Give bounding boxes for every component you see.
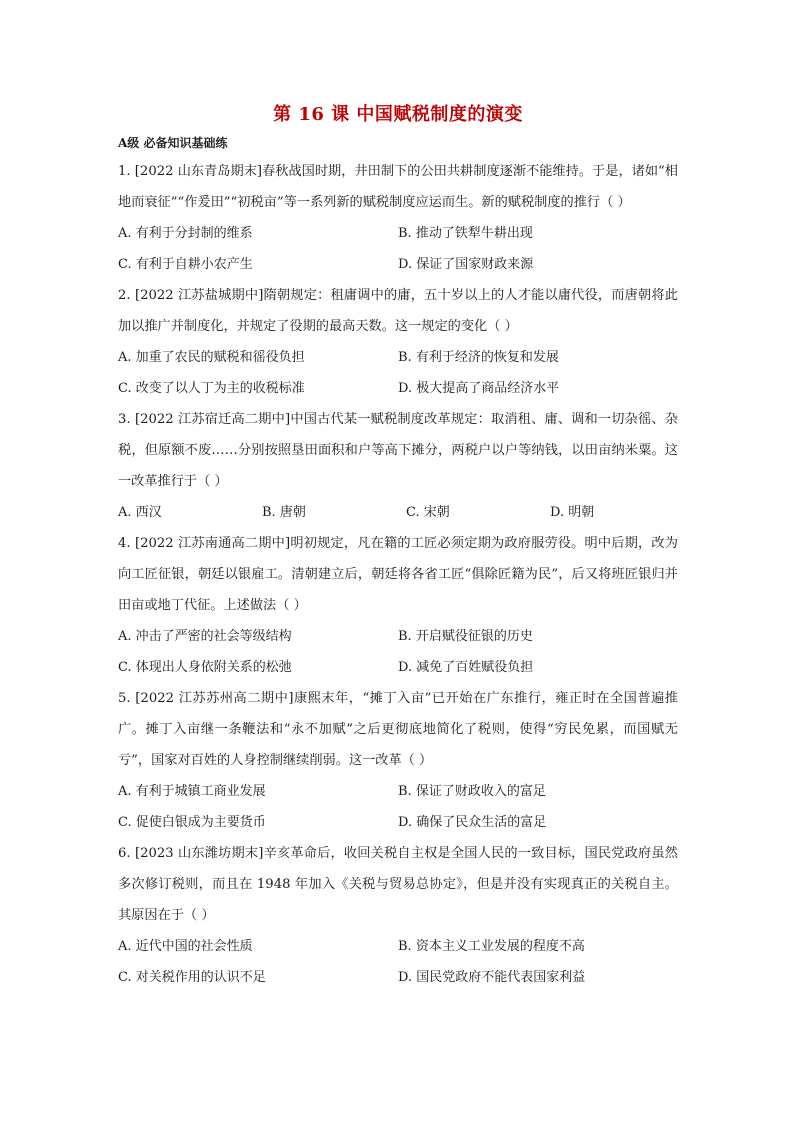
option-b: B. 唐朝 [262, 505, 306, 520]
option-d: D. 减免了百姓赋役负担 [398, 660, 534, 675]
question-1 [118, 156, 678, 280]
question-stem: 2. [2022 江苏盐城期中]隋朝规定：租庸调中的庸，五十岁以上的人才能以庸代役，而唐朝将此加以推广并制度化，并规定了役期的最高天数。这一规定的变化（ ） [118, 288, 678, 334]
option-c: C. 有利于自耕小农产生 [118, 257, 253, 272]
option-c: C. 对关税作用的认识不足 [118, 970, 266, 985]
question-5 [118, 683, 678, 838]
worksheet-page [118, 100, 678, 993]
option-b: B. 开启赋役征银的历史 [398, 629, 533, 644]
option-d: D. 极大提高了商品经济水平 [398, 381, 560, 396]
question-stem: 6. [2023 山东潍坊期末]辛亥革命后，收回关税自主权是全国人民的一致目标，国民党政府虽然多次修订税则，而且在 1948 年加入《关税与贸易总协定》，但是并没有实现真正的关税自主。其原因在于（ ） [118, 846, 678, 923]
option-c: C. 体现出人身依附关系的松弛 [118, 660, 292, 675]
answer-options [118, 342, 678, 404]
option-d: D. 国民党政府不能代表国家利益 [398, 970, 586, 985]
option-a: A. 近代中国的社会性质 [118, 939, 253, 954]
answer-options [118, 776, 678, 838]
answer-options [118, 931, 678, 993]
option-c: C. 促使白银成为主要货币 [118, 815, 266, 830]
option-b: B. 资本主义工业发展的程度不高 [398, 939, 585, 954]
question-3 [118, 404, 678, 528]
option-a: A. 冲击了严密的社会等级结构 [118, 629, 292, 644]
question-stem: 3. [2022 江苏宿迁高二期中]中国古代某一赋税制度改革规定：取消租、庸、调和一切杂徭、杂税，但原额不废……分别按照垦田面积和户等高下摊分，两税户以户等纳钱，以田亩纳米粟。这一改革推行于（ ） [118, 412, 678, 489]
question-stem: 5. [2022 江苏苏州高二期中]康熙末年，“摊丁入亩”已开始在广东推行，雍正时在全国普遍推广。摊丁入亩继一条鞭法和“永不加赋”之后更彻底地简化了税则，使得“穷民免累，而国赋无亏”，国家对百姓的人身控制继续削弱。这一改革（ ） [118, 691, 678, 768]
question-6 [118, 838, 678, 993]
option-c: C. 改变了以人丁为主的收税标准 [118, 381, 305, 396]
page-title: 第 16 课 中国赋税制度的演变 [273, 104, 523, 125]
question-4 [118, 528, 678, 683]
option-a: A. 加重了农民的赋税和徭役负担 [118, 350, 305, 365]
option-d: D. 确保了民众生活的富足 [398, 815, 547, 830]
option-d: D. 保证了国家财政来源 [398, 257, 534, 272]
answer-options [118, 497, 678, 528]
question-stem: 4. [2022 江苏南通高二期中]明初规定，凡在籍的工匠必须定期为政府服劳役。明中后期，改为向工匠征银，朝廷以银雇工。清朝建立后，朝廷将各省工匠“俱除匠籍为民”，后又将班匠银归并田亩或地丁代征。上述做法（ ） [118, 536, 678, 613]
option-c: C. 宋朝 [406, 505, 450, 520]
question-stem: 1. [2022 山东青岛期末]春秋战国时期，井田制下的公田共耕制度逐渐不能维持。于是，诸如“相地而衰征”“作爰田”“初税亩”等一系列新的赋税制度应运而生。新的赋税制度的推行（ ） [118, 164, 678, 210]
question-2 [118, 280, 678, 404]
section-heading: A级 必备知识基础练 [118, 136, 228, 150]
option-a: A. 有利于分封制的维系 [118, 226, 253, 241]
answer-options [118, 621, 678, 683]
answer-options [118, 218, 678, 280]
option-a: A. 有利于城镇工商业发展 [118, 784, 266, 799]
option-d: D. 明朝 [550, 505, 595, 520]
option-b: B. 保证了财政收入的富足 [398, 784, 546, 799]
option-b: B. 有利于经济的恢复和发展 [398, 350, 559, 365]
option-a: A. 西汉 [118, 505, 162, 520]
option-b: B. 推动了铁犁牛耕出现 [398, 226, 533, 241]
